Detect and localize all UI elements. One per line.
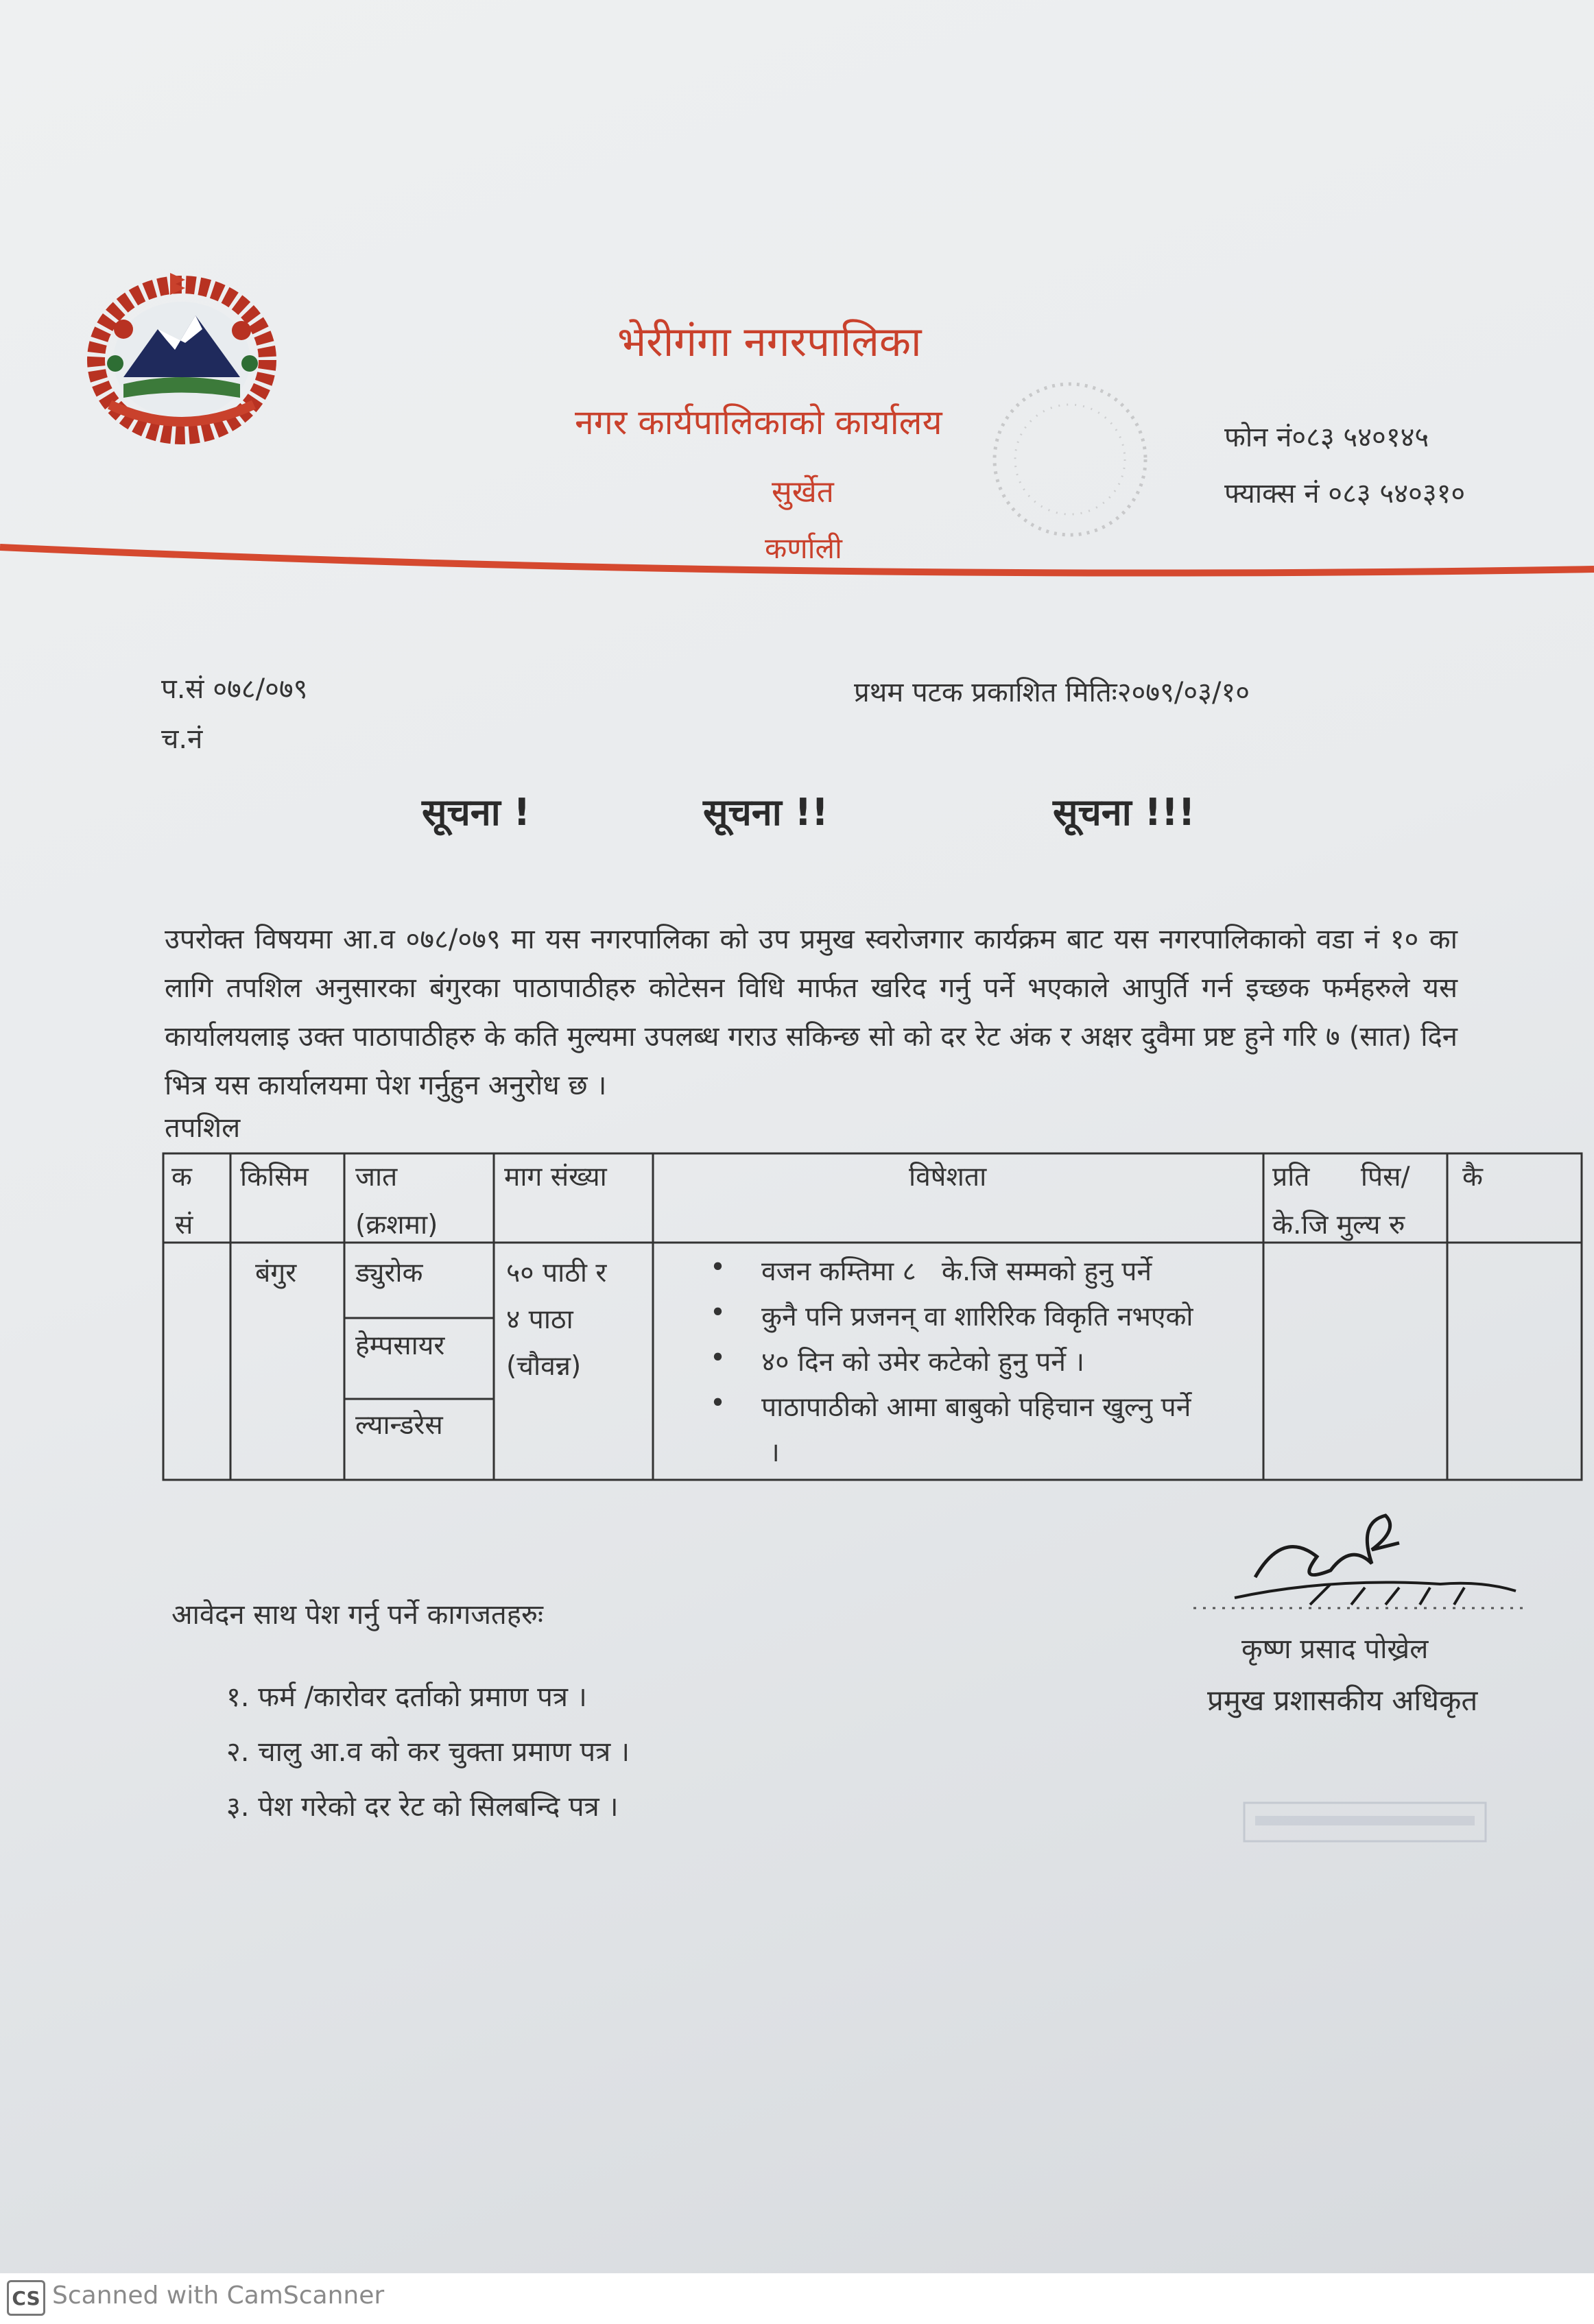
row-qty-line-3: (चौवन्न) xyxy=(506,1351,582,1382)
requirement-item-1: १. फर्म /कारोवर दर्ताको प्रमाण पत्र । xyxy=(226,1681,587,1713)
faded-title-stamp-icon xyxy=(1241,1793,1488,1855)
requirements-title: आवेदन साथ पेश गर्नु पर्ने कागजतहरुः xyxy=(171,1599,543,1631)
header-remarks: कै xyxy=(1462,1162,1483,1193)
row-spec-tail: । xyxy=(770,1437,780,1468)
signatory-name: कृष्ण प्रसाद पोख्रेल xyxy=(1241,1633,1429,1665)
scanner-watermark-text: Scanned with CamScanner xyxy=(52,2281,385,2310)
notice-heading-2: सूचना !! xyxy=(703,791,829,834)
notice-body: उपरोक्त विषयमा आ.व ०७८/०७९ मा यस नगरपालिका को उप प्रमुख स्वरोजगार कार्यक्रम बाट यस नगरपालिकाको वडा नं १० का लागि तपशिल अनुसारका बंगुरका पाठापाठीहरु कोटेसन विधि मार्फत खरिद गर्नु पर्ने भएकाले आपुर्ति गर्न इच्छक फर्महरुले यस कार्यालयलाइ उक्त पाठापाठीहरु के कति मुल्यमा उपलब्ध गराउ सकिन्छ सो को दर रेट अंक र अक्षर दुवैमा प्रष्ट हुने गरि ७ (सात) दिन भित्र यस कार्यालयमा पेश गर्नुहुन अनुरोध छ । xyxy=(165,924,1458,1101)
requirement-item-3: ३. पेश गरेको दर रेट को सिलबन्दि पत्र । xyxy=(226,1791,619,1823)
spec-bullet-icon: • xyxy=(710,1388,726,1419)
header-sn-bottom: सं xyxy=(175,1210,193,1241)
notice-heading-3: सूचना !!! xyxy=(1053,791,1196,834)
row-kind: बंगुर xyxy=(255,1258,297,1289)
spec-bullet-icon: • xyxy=(710,1343,726,1374)
signatory-title: प्रमुख प्रशासकीय अधिकृत xyxy=(1207,1684,1478,1717)
header-price-bottom: के.जि मुल्य रु xyxy=(1272,1210,1405,1241)
header-divider xyxy=(0,542,1594,597)
header-sn-top: क xyxy=(171,1162,192,1193)
spec-bullet-icon: • xyxy=(710,1252,726,1283)
header-price-top: प्रति पिस/ xyxy=(1272,1162,1410,1193)
row-breed-2: हेम्पसायर xyxy=(355,1330,445,1361)
reference-number: प.सं ०७८/०७९ xyxy=(161,673,308,705)
row-breed-3: ल्यान्डरेस xyxy=(355,1410,443,1441)
row-spec-4: पाठापाठीको आमा बाबुको पहिचान खुल्नु पर्ने xyxy=(761,1392,1191,1423)
district-name: सुर्खेत xyxy=(772,475,834,510)
header-quantity: माग संख्या xyxy=(504,1162,607,1193)
table-caption: तपशिल xyxy=(165,1112,241,1144)
row-qty-line-2: ४ पाठा xyxy=(506,1304,573,1335)
header-breed-bottom: (क्रशमा) xyxy=(355,1210,438,1241)
header-kind: किसिम xyxy=(240,1162,309,1193)
spec-bullet-icon: • xyxy=(710,1297,726,1328)
header-specification: विषेशता xyxy=(909,1162,987,1193)
row-spec-1: वजन कम्तिमा ८ के.जि सम्मको हुनु पर्ने xyxy=(761,1256,1152,1287)
row-breed-1: ड्युरोक xyxy=(355,1258,423,1289)
office-name: नगर कार्यपालिकाको कार्यालय xyxy=(575,403,942,442)
dispatch-number: च.नं xyxy=(161,723,203,755)
row-spec-2: कुनै पनि प्रजनन् वा शारिरिक विकृति नभएको xyxy=(761,1302,1193,1332)
signature-icon xyxy=(1193,1502,1523,1632)
nepal-emblem-icon xyxy=(82,267,281,446)
province-name: कर्णाली xyxy=(765,531,842,565)
row-qty-line-1: ५० पाठी र xyxy=(506,1258,607,1289)
camscanner-logo-icon: CS xyxy=(7,2280,45,2316)
fax-number: फ्याक्स नं ०८३ ५४०३१० xyxy=(1224,478,1466,510)
header-breed-top: जात xyxy=(355,1162,398,1193)
row-spec-3: ४० दिन को उमेर कटेको हुनु पर्ने । xyxy=(761,1347,1085,1378)
phone-number: फोन नं०८३ ५४०१४५ xyxy=(1224,422,1429,453)
notice-heading-1: सूचना ! xyxy=(422,791,531,834)
office-stamp-icon xyxy=(981,370,1159,549)
requirement-item-2: २. चालु आ.व को कर चुक्ता प्रमाण पत्र । xyxy=(226,1736,630,1768)
municipality-name: भेरीगंगा नगरपालिका xyxy=(617,318,922,366)
published-date: प्रथम पटक प्रकाशित मितिः२०७९/०३/१० xyxy=(854,677,1250,708)
